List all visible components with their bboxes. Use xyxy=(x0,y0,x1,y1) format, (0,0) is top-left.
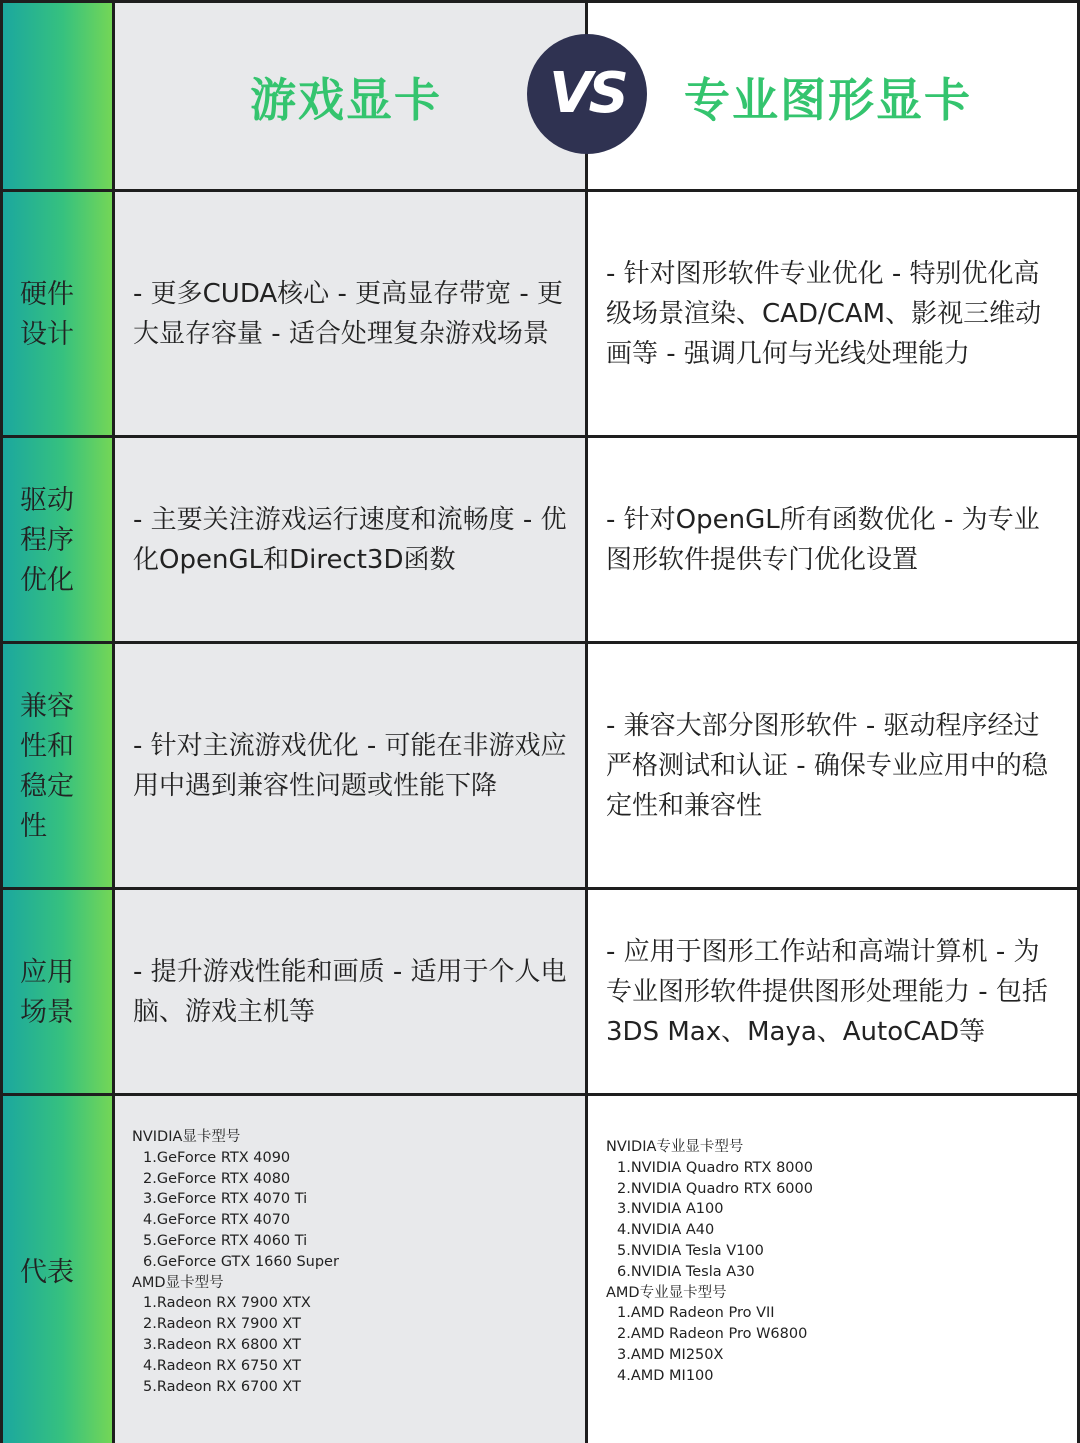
list-item: 1.GeForce RTX 4090 xyxy=(143,1149,291,1166)
list-item: 5.NVIDIA Tesla V100 xyxy=(617,1242,764,1259)
list-item: 1.NVIDIA Quadro RTX 8000 xyxy=(617,1159,813,1176)
gaming-compatibility-cell xyxy=(133,644,573,888)
vs-text: VS xyxy=(549,61,625,126)
professional-nvidia-heading: NVIDIA专业显卡型号 xyxy=(606,1139,744,1155)
list-item: 3.NVIDIA A100 xyxy=(617,1201,724,1218)
professional-compatibility-cell xyxy=(606,644,1062,888)
professional-driver-cell xyxy=(606,438,1062,642)
list-item: 2.AMD Radeon Pro W6800 xyxy=(617,1326,808,1343)
professional-usecase-text: - 应用于图形工作站和高端计算机 - 为专业图形软件提供图形处理能力 - 包括3DS Max、Maya、AutoCAD等 xyxy=(606,936,1048,1047)
list-item: 5.GeForce RTX 4060 Ti xyxy=(143,1232,308,1249)
list-item: 2.Radeon RX 7900 XT xyxy=(143,1316,301,1333)
professional-hardware-text: - 针对图形软件专业优化 - 特别优化高级场景渲染、CAD/CAM、影视三维动画等 - 强调几何与光线处理能力 xyxy=(606,259,1042,369)
professional-compatibility-text: - 兼容大部分图形软件 - 驱动程序经过严格测试和认证 - 确保专业应用中的稳定性和兼容性 xyxy=(606,711,1048,821)
gaming-nvidia-heading: NVIDIA显卡型号 xyxy=(132,1129,241,1145)
list-item: 4.AMD MI100 xyxy=(617,1367,714,1384)
professional-hardware-cell xyxy=(606,192,1062,436)
grid-row-divider xyxy=(0,641,1080,644)
row-label-compatibility-stability: 兼容性和稳定性 xyxy=(20,691,74,842)
grid-divider-sidebar xyxy=(112,0,115,1443)
grid-row-divider xyxy=(0,887,1080,890)
gaming-usecase-cell xyxy=(133,890,573,1093)
gaming-amd-heading: AMD显卡型号 xyxy=(132,1274,224,1291)
gaming-gpu-title: 游戏显卡 xyxy=(250,73,442,127)
gaming-driver-cell xyxy=(133,438,573,642)
professional-usecase-cell xyxy=(606,890,1062,1093)
grid-border-left xyxy=(0,0,3,1443)
grid-divider-center xyxy=(585,0,588,1443)
list-item: 3.AMD MI250X xyxy=(617,1346,724,1363)
gaming-model-list xyxy=(132,1127,339,1397)
gaming-compatibility-text: - 针对主流游戏优化 - 可能在非游戏应用中遇到兼容性问题或性能下降 xyxy=(133,731,567,801)
list-item: 6.NVIDIA Tesla A30 xyxy=(617,1263,755,1280)
professional-model-list xyxy=(606,1137,813,1387)
list-item: 5.Radeon RX 6700 XT xyxy=(143,1378,301,1395)
list-item: 4.NVIDIA A40 xyxy=(617,1222,715,1239)
professional-gpu-title: 专业图形显卡 xyxy=(684,73,972,127)
list-item: 2.NVIDIA Quadro RTX 6000 xyxy=(617,1180,813,1197)
list-item: 1.AMD Radeon Pro VII xyxy=(617,1305,775,1322)
grid-row-divider xyxy=(0,435,1080,438)
grid-border-top xyxy=(0,0,1080,3)
gaming-usecase-text: - 提升游戏性能和画质 - 适用于个人电脑、游戏主机等 xyxy=(133,956,567,1027)
gaming-driver-text: - 主要关注游戏运行速度和流畅度 - 优化OpenGL和Direct3D函数 xyxy=(133,505,567,575)
list-item: 4.Radeon RX 6750 XT xyxy=(143,1357,301,1374)
row-label-representative-models: 代表 xyxy=(20,1257,74,1288)
grid-row-divider xyxy=(0,1093,1080,1096)
gaming-hardware-text: - 更多CUDA核心 - 更高显存带宽 - 更大显存容量 - 适合处理复杂游戏场景 xyxy=(133,279,564,349)
grid-row-divider xyxy=(0,189,1080,192)
list-item: 3.GeForce RTX 4070 Ti xyxy=(143,1191,308,1208)
list-item: 2.GeForce RTX 4080 xyxy=(143,1170,291,1187)
gaming-hardware-cell xyxy=(133,192,573,436)
professional-amd-heading: AMD专业显卡型号 xyxy=(606,1284,727,1301)
list-item: 3.Radeon RX 6800 XT xyxy=(143,1336,301,1353)
professional-driver-text: - 针对OpenGL所有函数优化 - 为专业图形软件提供专门优化设置 xyxy=(606,505,1040,575)
row-label-hardware-design: 硬件设计 xyxy=(20,279,74,350)
vs-badge xyxy=(527,34,647,154)
row-label-use-cases: 应用场景 xyxy=(20,957,74,1028)
list-item: 6.GeForce GTX 1660 Super xyxy=(143,1253,339,1270)
list-item: 1.Radeon RX 7900 XTX xyxy=(143,1295,311,1312)
list-item: 4.GeForce RTX 4070 xyxy=(143,1212,291,1229)
row-label-driver-optimization: 驱动程序优化 xyxy=(20,485,74,596)
